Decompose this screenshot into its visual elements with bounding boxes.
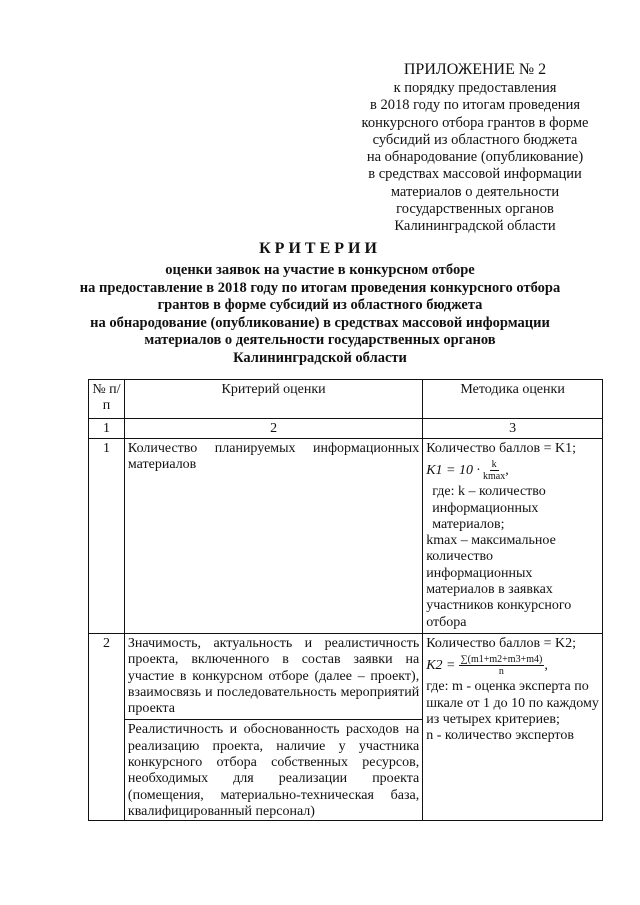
table-row bbox=[89, 633, 603, 820]
appendix-line: Калининградской области bbox=[394, 218, 556, 235]
subtitle-line: оценки заявок на участие в конкурсном отборе bbox=[165, 262, 475, 278]
column-number-row bbox=[89, 419, 603, 439]
formula-numerator: ∑(m1+m2+m3+m4) bbox=[460, 654, 543, 666]
appendix-block bbox=[340, 60, 610, 236]
subtitle-line: на обнародование (опубликование) в средствах массовой информации bbox=[90, 314, 550, 331]
formula-lhs: K2 = bbox=[426, 657, 456, 673]
formula-denominator: n bbox=[498, 666, 504, 678]
appendix-line: материалов о деятельности bbox=[390, 183, 560, 200]
subtitle-line: материалов о деятельности государственных органов bbox=[144, 332, 496, 348]
appendix-line: в 2018 году по итогам проведения bbox=[369, 97, 580, 114]
formula-numerator: k bbox=[491, 459, 497, 471]
method-definition: kmax – максимальное количество информационных материалов в заявках участников конкурсного отбора bbox=[426, 533, 572, 630]
method-definition: где: m - оценка эксперта по шкале от 1 до 10 по каждому из четырех критериев; bbox=[426, 679, 599, 727]
subtitle-line: Калининградской области bbox=[233, 349, 407, 366]
criterion-part: Реалистичность и обоснованность расходов на реализацию проекта, наличие у участника конкурсного отбора собственных ресурсов, необходимых для реализации проекта (помещения, материально-техническая база, квалифицированный персонал) bbox=[127, 722, 420, 819]
formula-denominator: kmax bbox=[483, 471, 506, 483]
formula-fraction bbox=[459, 654, 545, 677]
formula-lhs: K1 = 10 · bbox=[426, 462, 480, 478]
appendix-line: государственных органов bbox=[396, 201, 554, 218]
column-number: 2 bbox=[124, 419, 422, 439]
criterion-cell bbox=[124, 633, 422, 820]
method-score-line: Количество баллов = K2; bbox=[426, 635, 577, 651]
appendix-line: субсидий из областного бюджета bbox=[372, 131, 578, 148]
criteria-table bbox=[88, 379, 603, 821]
criterion-cell: Количество планируемых информационных материалов bbox=[124, 439, 422, 634]
header-criterion: Критерий оценки bbox=[124, 380, 422, 419]
document-subtitle bbox=[60, 262, 580, 367]
method-score-line: Количество баллов = K1; bbox=[426, 441, 577, 456]
header-num: № п/п bbox=[89, 380, 125, 419]
appendix-line: в средствах массовой информации bbox=[368, 166, 582, 183]
appendix-heading: ПРИЛОЖЕНИЕ № 2 bbox=[403, 61, 547, 78]
header-method: Методика оценки bbox=[423, 380, 603, 419]
formula-tail: , bbox=[544, 657, 548, 673]
method-definition: n - количество экспертов bbox=[426, 728, 574, 744]
method-cell bbox=[423, 633, 603, 820]
row-number: 1 bbox=[89, 439, 125, 634]
column-number: 3 bbox=[423, 419, 603, 439]
appendix-line: конкурсного отбора грантов в форме bbox=[361, 114, 589, 131]
formula-fraction bbox=[483, 459, 505, 482]
subtitle-line: на предоставление в 2018 году по итогам проведения конкурсного отбора bbox=[79, 279, 561, 296]
appendix-line: на обнародование (опубликование) bbox=[366, 149, 584, 166]
table-row bbox=[89, 439, 603, 634]
row-number: 2 bbox=[89, 633, 125, 820]
formula-tail: , bbox=[505, 462, 509, 478]
document-title: КРИТЕРИИ bbox=[259, 240, 381, 257]
formula bbox=[426, 459, 599, 482]
method-definition: где: k – количество информационных материалов; bbox=[432, 484, 546, 532]
table-header-row bbox=[89, 380, 603, 419]
criterion-part: Значимость, актуальность и реалистичность проекта, включенного в состав заявки на участие в конкурсном отборе (далее – проект), взаимосвязь и последовательность мероприятий проекта bbox=[125, 636, 422, 720]
appendix-line: к порядку предоставления bbox=[393, 80, 557, 96]
method-cell bbox=[423, 439, 603, 634]
column-number: 1 bbox=[89, 419, 125, 439]
formula bbox=[426, 654, 599, 677]
subtitle-line: грантов в форме субсидий из областного бюджета bbox=[157, 297, 483, 313]
